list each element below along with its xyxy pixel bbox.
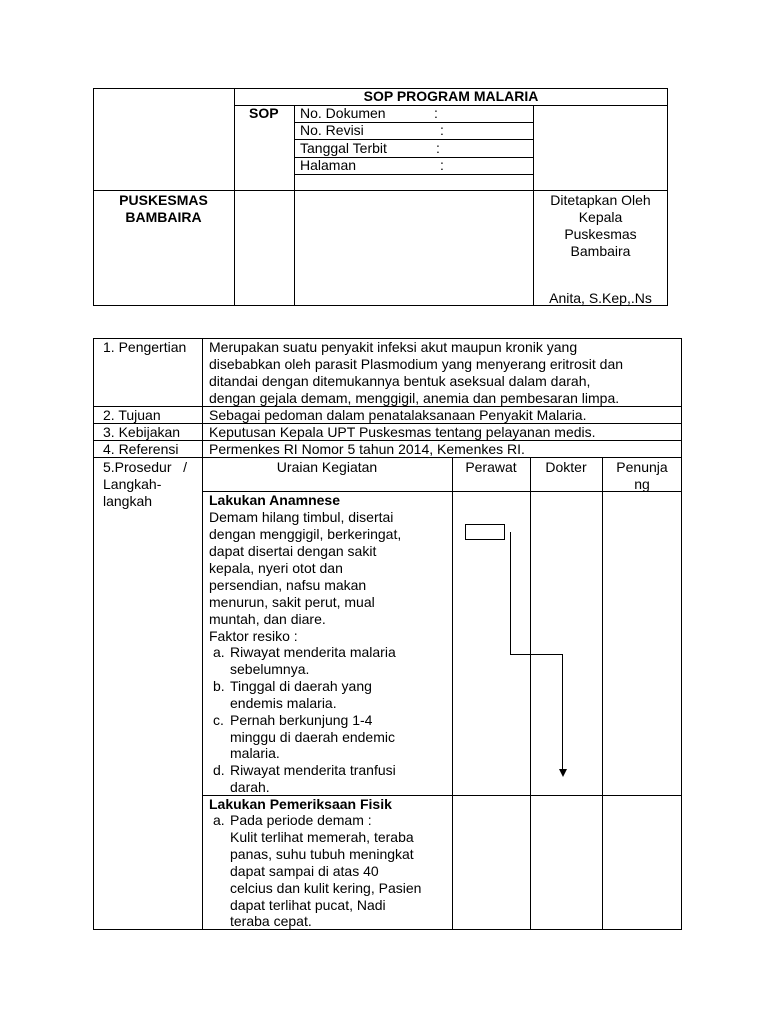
flowchart-process-box xyxy=(465,524,505,540)
procedure-label: 5.Prosedur / xyxy=(103,459,188,475)
flowchart-connector xyxy=(510,532,511,654)
list-item-text: endemis malaria. xyxy=(230,695,337,711)
step1-line: persendian, nafsu makan xyxy=(209,577,367,593)
list-item-text: Riwayat menderita malaria xyxy=(230,644,396,660)
field-halaman: Halaman xyxy=(300,157,357,173)
row-text: Merupakan suatu penyakit infeksi akut maupun kronik yang xyxy=(209,339,578,355)
approval-line: Bambaira xyxy=(570,243,631,259)
sop-title: SOP PROGRAM MALARIA xyxy=(363,88,539,104)
step1-line: dapat disertai dengan sakit xyxy=(209,543,377,559)
list-marker: c. xyxy=(213,712,224,728)
col-uraian-kegiatan: Uraian Kegiatan xyxy=(276,459,378,475)
org-name-line2: BAMBAIRA xyxy=(125,209,202,225)
approval-line: Ditetapkan Oleh xyxy=(550,192,651,208)
row-label-tujuan: 2. Tujuan xyxy=(103,407,161,423)
row-text: dengan gejala demam, menggigil, anemia dan pembesaran limpa. xyxy=(209,390,620,406)
field-no-dokumen: No. Dokumen xyxy=(300,105,386,121)
flowchart-connector xyxy=(562,654,563,770)
col-dokter: Dokter xyxy=(545,459,587,475)
field-tanggal-terbit: Tanggal Terbit xyxy=(300,140,387,156)
procedure-label: Langkah- xyxy=(103,476,162,492)
list-marker: a. xyxy=(213,812,225,828)
field-sep: : xyxy=(440,157,444,173)
col-penunjang: ng xyxy=(634,476,650,492)
step1-line: kepala, nyeri otot dan xyxy=(209,560,343,576)
list-item-text: minggu di daerah endemic xyxy=(230,729,395,745)
row-label-pengertian: 1. Pengertian xyxy=(103,339,187,355)
list-item-text: dapat terlihat pucat, Nadi xyxy=(230,897,386,913)
row-text: Permenkes RI Nomor 5 tahun 2014, Kemenkes RI. xyxy=(209,441,525,457)
approval-line: Puskesmas xyxy=(564,226,637,242)
flowchart-arrow-icon xyxy=(559,769,567,777)
row-label-referensi: 4. Referensi xyxy=(103,441,179,457)
col-perawat: Perawat xyxy=(465,459,517,475)
step1-line: muntah, dan diare. xyxy=(209,611,326,627)
list-marker: d. xyxy=(213,762,225,778)
list-item-text: darah. xyxy=(230,779,270,795)
list-item-text: Pada periode demam : xyxy=(230,812,372,828)
list-marker: b. xyxy=(213,678,225,694)
list-item-text: malaria. xyxy=(230,745,280,761)
list-marker: a. xyxy=(213,644,225,660)
procedure-label: langkah xyxy=(103,493,153,509)
list-item-text: dapat sampai di atas 40 xyxy=(230,863,379,879)
list-item-text: celcius dan kulit kering, Pasien xyxy=(230,880,422,896)
list-item-text: teraba cepat. xyxy=(230,913,312,929)
sop-label: SOP xyxy=(249,105,279,121)
step1-title: Lakukan Anamnese xyxy=(209,492,340,508)
list-item-text: panas, suhu tubuh meningkat xyxy=(230,846,414,862)
col-penunjang: Penunja xyxy=(616,459,668,475)
step1-line: Faktor resiko : xyxy=(209,628,298,644)
field-sep: : xyxy=(440,122,444,138)
row-text: Sebagai pedoman dalam penatalaksanaan Penyakit Malaria. xyxy=(209,407,587,423)
list-item-text: sebelumnya. xyxy=(230,661,310,677)
list-item-text: Riwayat menderita tranfusi xyxy=(230,762,396,778)
list-item-text: Pernah berkunjung 1-4 xyxy=(230,712,373,728)
step2-title: Lakukan Pemeriksaan Fisik xyxy=(209,796,392,812)
row-text: ditandai dengan ditemukannya bentuk aseksual dalam darah, xyxy=(209,373,591,389)
org-name-line1: PUSKESMAS xyxy=(119,192,208,208)
list-item-text: Tinggal di daerah yang xyxy=(230,678,372,694)
field-sep: : xyxy=(434,105,438,121)
approval-line: Kepala xyxy=(578,209,623,225)
approver-name: Anita, S.Kep,.Ns xyxy=(549,290,652,306)
step1-line: dengan menggigil, berkeringat, xyxy=(209,526,402,542)
list-item-text: Kulit terlihat memerah, teraba xyxy=(230,829,414,845)
row-label-kebijakan: 3. Kebijakan xyxy=(103,424,181,440)
row-text: Keputusan Kepala UPT Puskesmas tentang pelayanan medis. xyxy=(209,424,596,440)
step1-line: Demam hilang timbul, disertai xyxy=(209,509,394,525)
field-no-revisi: No. Revisi xyxy=(300,122,364,138)
step1-line: menurun, sakit perut, mual xyxy=(209,594,375,610)
field-sep: : xyxy=(436,140,440,156)
row-text: disebabkan oleh parasit Plasmodium yang menyerang eritrosit dan xyxy=(209,356,624,372)
flowchart-connector xyxy=(510,654,563,655)
